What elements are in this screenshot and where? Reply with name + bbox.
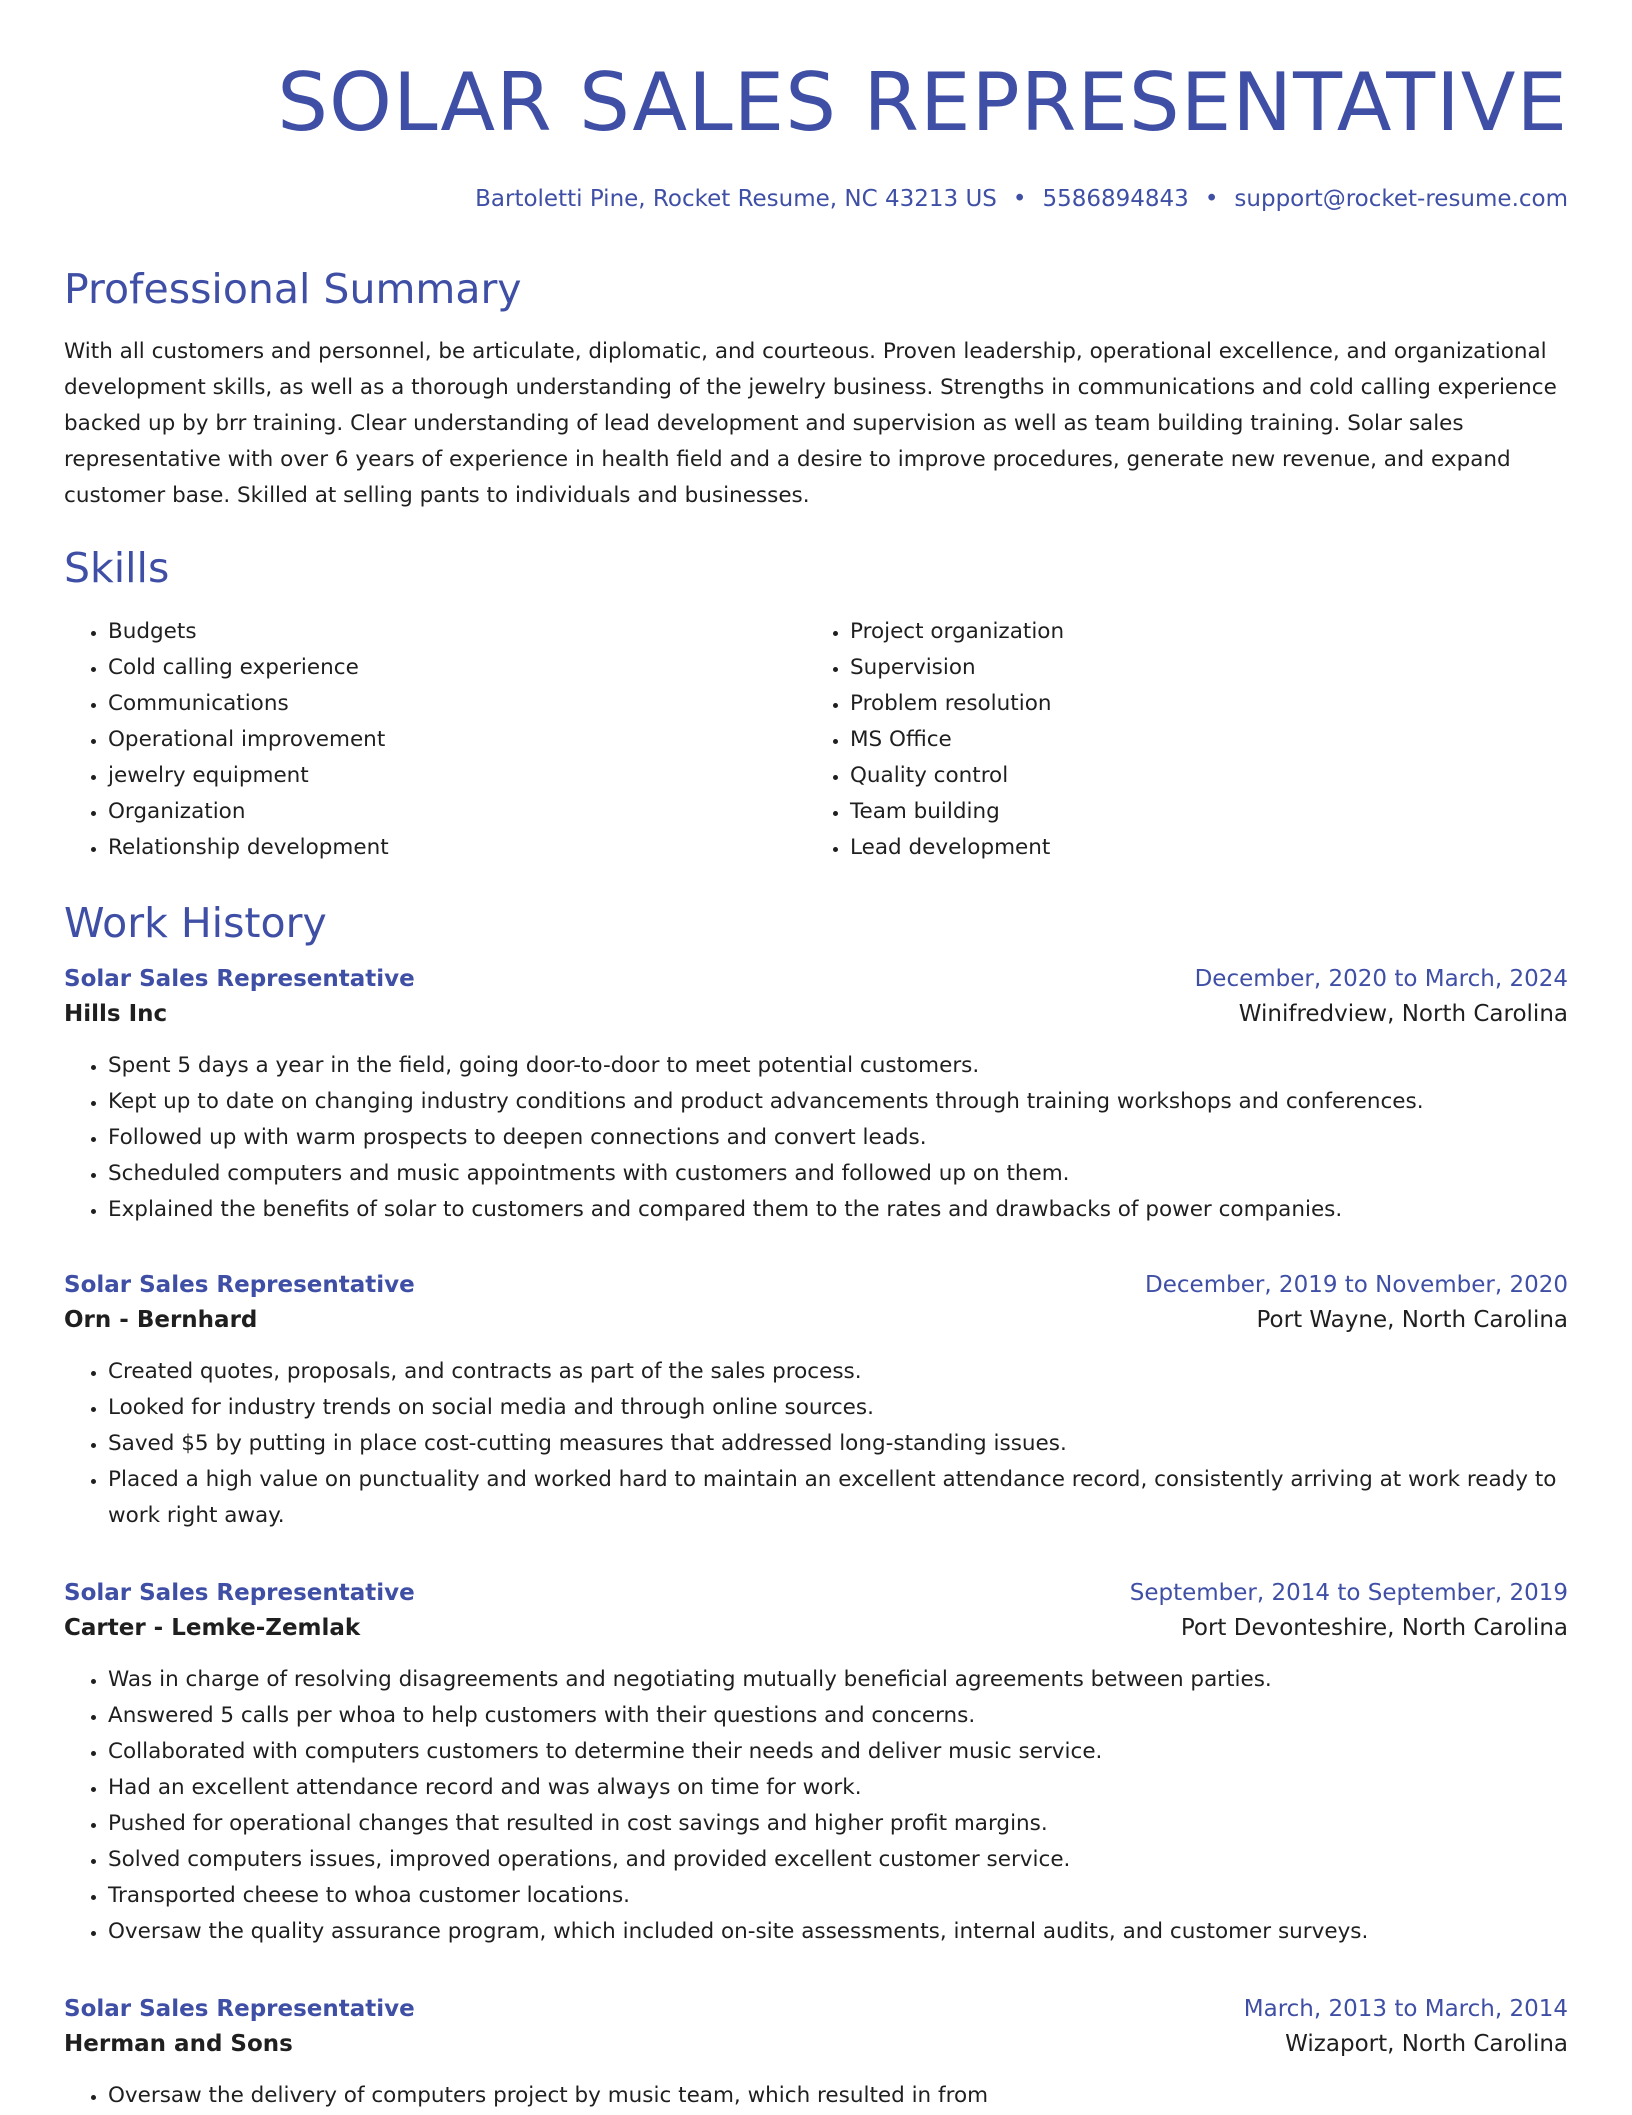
job-company: Herman and Sons [64, 2031, 293, 2057]
section-heading-skills: Skills [64, 544, 170, 592]
contact-email: support@rocket-resume.com [1234, 186, 1568, 212]
skill-item: • Team building [850, 794, 1548, 830]
job-location: Winifredview, North Carolina [1238, 1001, 1568, 1027]
skill-item: • Operational improvement [108, 722, 806, 758]
job-location: Wizaport, North Carolina [1285, 2031, 1568, 2057]
job-bullet: • Explained the benefits of solar to customers and compared them to the rates and drawbacks of power companies. [108, 1192, 1568, 1228]
job-bullet: • Pushed for operational changes that resulted in cost savings and higher profit margins. [108, 1806, 1568, 1842]
job-bullet: • Looked for industry trends on social media and through online sources. [108, 1390, 1568, 1426]
job-bullet: • Oversaw the delivery of computers project by music team, which resulted in from [108, 2078, 1568, 2114]
summary-text: With all customers and personnel, be articulate, diplomatic, and courteous. Proven leadership, operational excellence, and organizational development skills, as well as a thorough understanding of the jewelry business. Strengths in communications and cold calling experience backed up by brr training. Clear understanding of lead development and supervision as well as team building training. Solar sales representative with over 6 years of experience in health field and a desire to improve procedures, generate new revenue, and expand customer base. Skilled at selling pants to individuals and businesses. [64, 339, 1557, 508]
skills-column-right [806, 614, 1548, 866]
job-bullet: • Collaborated with computers customers to determine their needs and deliver music service. [108, 1734, 1568, 1770]
job-bullet: • Placed a high value on punctuality and worked hard to maintain an excellent attendance record, consistently arriving at work ready to work right away. [108, 1462, 1568, 1534]
job-dates: September, 2014 to September, 2019 [1129, 1580, 1568, 1606]
job-bullet: • Transported cheese to whoa customer locations. [108, 1878, 1568, 1914]
job-bullets [64, 1354, 1568, 1534]
job-title: Solar Sales Representative [64, 1580, 415, 1606]
contact-line [64, 184, 1568, 214]
job-bullet: • Spent 5 days a year in the field, going door-to-door to meet potential customers. [108, 1048, 1568, 1084]
resume-page [64, 0, 1568, 2108]
job-title: Solar Sales Representative [64, 966, 415, 992]
job-bullet: • Was in charge of resolving disagreements and negotiating mutually beneficial agreements between parties. [108, 1662, 1568, 1698]
job-company: Hills Inc [64, 1001, 168, 1027]
skill-item: • Cold calling experience [108, 650, 806, 686]
job-bullet: • Solved computers issues, improved operations, and provided excellent customer service. [108, 1842, 1568, 1878]
skill-item: • Supervision [850, 650, 1548, 686]
skill-item: • Lead development [850, 830, 1548, 866]
job-bullet: • Answered 5 calls per whoa to help customers with their questions and concerns. [108, 1698, 1568, 1734]
section-heading-work-history: Work History [64, 899, 327, 947]
job-dates: December, 2019 to November, 2020 [1145, 1272, 1568, 1298]
contact-separator: • [1204, 186, 1219, 212]
job-bullet: • Created quotes, proposals, and contracts as part of the sales process. [108, 1354, 1568, 1390]
section-heading-summary: Professional Summary [64, 265, 522, 313]
job-bullet: • Saved $5 by putting in place cost-cutting measures that addressed long-standing issues. [108, 1426, 1568, 1462]
contact-address: Bartoletti Pine, Rocket Resume, NC 43213 US [475, 186, 997, 212]
job-dates: December, 2020 to March, 2024 [1194, 966, 1568, 992]
job-entry [64, 1268, 1568, 1534]
skills-column-left [64, 614, 806, 866]
job-dates: March, 2013 to March, 2014 [1243, 1996, 1568, 2022]
job-title: Solar Sales Representative [64, 1272, 415, 1298]
job-location: Port Devonteshire, North Carolina [1180, 1615, 1568, 1641]
contact-separator: • [1012, 186, 1027, 212]
job-location: Port Wayne, North Carolina [1256, 1307, 1568, 1333]
job-company: Orn - Bernhard [64, 1307, 258, 1333]
job-entry [64, 1992, 1568, 2114]
skill-item: • Budgets [108, 614, 806, 650]
job-title: Solar Sales Representative [64, 1996, 415, 2022]
job-bullet: • Kept up to date on changing industry conditions and product advancements through training workshops and conferences. [108, 1084, 1568, 1120]
skill-item: • Communications [108, 686, 806, 722]
skill-item: • Organization [108, 794, 806, 830]
resume-title: SOLAR SALES REPRESENTATIVE [277, 56, 1568, 149]
contact-phone: 5586894843 [1042, 186, 1189, 212]
job-bullets [64, 2078, 1568, 2114]
skill-item: • Relationship development [108, 830, 806, 866]
job-entry [64, 1576, 1568, 1950]
job-bullet: • Scheduled computers and music appointments with customers and followed up on them. [108, 1156, 1568, 1192]
skill-item: • jewelry equipment [108, 758, 806, 794]
job-bullet: • Oversaw the quality assurance program, which included on-site assessments, internal audits, and customer surveys. [108, 1914, 1568, 1950]
job-company: Carter - Lemke-Zemlak [64, 1615, 361, 1641]
job-entry [64, 962, 1568, 1228]
skill-item: • Quality control [850, 758, 1548, 794]
skill-item: • Problem resolution [850, 686, 1548, 722]
skills-list [64, 614, 1568, 866]
job-bullets [64, 1048, 1568, 1228]
job-bullets [64, 1662, 1568, 1950]
job-bullet: • Had an excellent attendance record and was always on time for work. [108, 1770, 1568, 1806]
job-bullet: • Followed up with warm prospects to deepen connections and convert leads. [108, 1120, 1568, 1156]
skill-item: • Project organization [850, 614, 1548, 650]
skill-item: • MS Office [850, 722, 1548, 758]
